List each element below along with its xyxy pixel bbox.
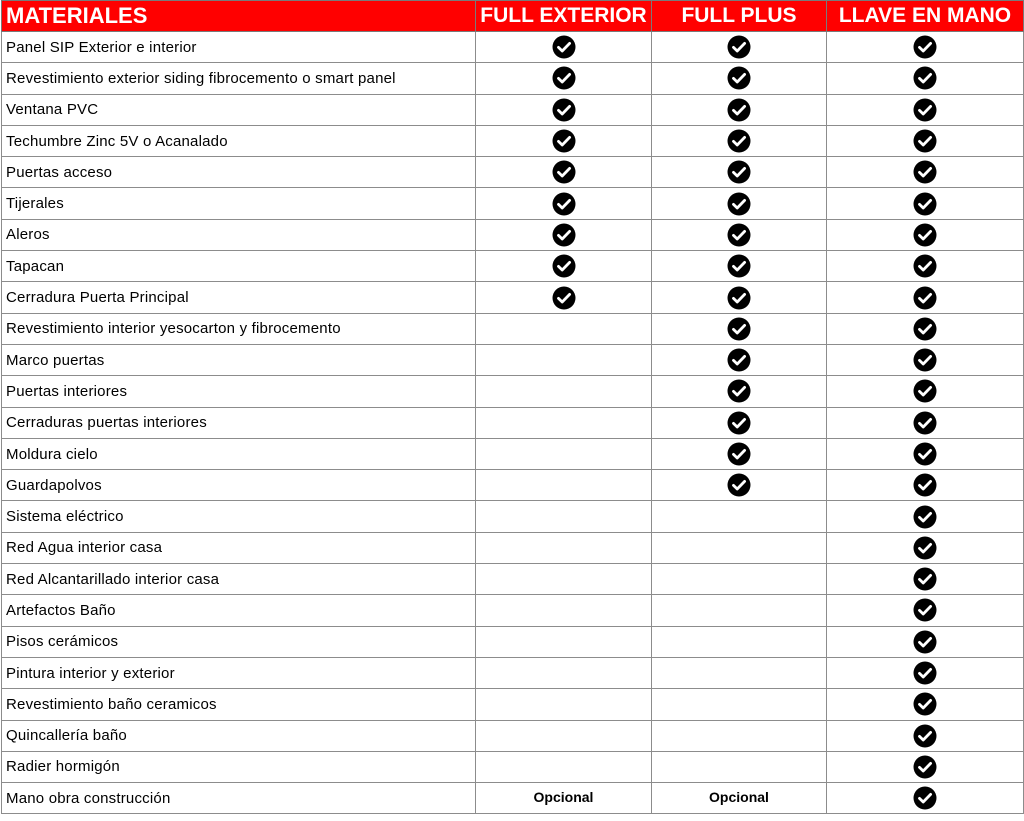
table-row xyxy=(2,438,1024,469)
material-name: Red Alcantarillado interior casa xyxy=(2,564,476,595)
table-row xyxy=(2,219,1024,250)
cell-llave-en-mano xyxy=(827,501,1024,532)
cell-llave-en-mano xyxy=(827,564,1024,595)
cell-full-exterior xyxy=(476,344,652,375)
check-circle-icon xyxy=(913,598,937,622)
check-circle-icon xyxy=(913,98,937,122)
cell-full-exterior xyxy=(476,595,652,626)
check-circle-icon xyxy=(727,160,751,184)
check-circle-icon xyxy=(913,630,937,654)
cell-llave-en-mano xyxy=(827,376,1024,407)
cell-llave-en-mano xyxy=(827,188,1024,219)
cell-full-plus xyxy=(652,407,827,438)
cell-full-plus xyxy=(652,125,827,156)
table-row xyxy=(2,344,1024,375)
header-full-exterior: FULL EXTERIOR xyxy=(476,1,652,32)
cell-llave-en-mano xyxy=(827,63,1024,94)
cell-full-exterior xyxy=(476,313,652,344)
check-circle-icon xyxy=(727,98,751,122)
check-circle-icon xyxy=(727,35,751,59)
cell-full-plus xyxy=(652,282,827,313)
cell-full-exterior xyxy=(476,282,652,313)
cell-full-plus xyxy=(652,689,827,720)
check-circle-icon xyxy=(913,129,937,153)
cell-llave-en-mano xyxy=(827,157,1024,188)
check-circle-icon xyxy=(727,442,751,466)
material-name: Artefactos Baño xyxy=(2,595,476,626)
cell-full-plus xyxy=(652,564,827,595)
header-full-plus: FULL PLUS xyxy=(652,1,827,32)
cell-full-plus xyxy=(652,251,827,282)
cell-llave-en-mano xyxy=(827,438,1024,469)
table-row xyxy=(2,626,1024,657)
material-name: Revestimiento interior yesocarton y fibrocemento xyxy=(2,313,476,344)
cell-full-exterior xyxy=(476,532,652,563)
cell-full-exterior xyxy=(476,689,652,720)
cell-full-plus xyxy=(652,63,827,94)
check-circle-icon xyxy=(552,286,576,310)
cell-full-plus xyxy=(652,438,827,469)
header-materiales: MATERIALES xyxy=(2,1,476,32)
optional-label: Opcional xyxy=(709,789,769,806)
check-circle-icon xyxy=(913,786,937,810)
cell-full-exterior xyxy=(476,720,652,751)
cell-llave-en-mano xyxy=(827,344,1024,375)
check-circle-icon xyxy=(913,223,937,247)
material-name: Red Agua interior casa xyxy=(2,532,476,563)
cell-llave-en-mano xyxy=(827,470,1024,501)
check-circle-icon xyxy=(727,411,751,435)
cell-full-plus xyxy=(652,94,827,125)
cell-full-exterior xyxy=(476,251,652,282)
cell-full-exterior xyxy=(476,125,652,156)
cell-full-plus xyxy=(652,595,827,626)
check-circle-icon xyxy=(727,348,751,372)
check-circle-icon xyxy=(727,379,751,403)
check-circle-icon xyxy=(913,317,937,341)
cell-full-exterior xyxy=(476,219,652,250)
table-row xyxy=(2,63,1024,94)
table-row xyxy=(2,125,1024,156)
check-circle-icon xyxy=(552,192,576,216)
table-row xyxy=(2,251,1024,282)
cell-llave-en-mano xyxy=(827,720,1024,751)
cell-full-exterior xyxy=(476,376,652,407)
cell-full-plus xyxy=(652,188,827,219)
table-row xyxy=(2,564,1024,595)
check-circle-icon xyxy=(913,505,937,529)
material-name: Puertas interiores xyxy=(2,376,476,407)
table-row xyxy=(2,32,1024,63)
check-circle-icon xyxy=(913,692,937,716)
check-circle-icon xyxy=(913,536,937,560)
check-circle-icon xyxy=(727,66,751,90)
table-row xyxy=(2,783,1024,814)
cell-full-plus xyxy=(652,783,827,814)
header-row xyxy=(2,1,1024,32)
cell-full-exterior xyxy=(476,470,652,501)
table-row xyxy=(2,720,1024,751)
table-row xyxy=(2,376,1024,407)
material-name: Cerradura Puerta Principal xyxy=(2,282,476,313)
material-name: Pintura interior y exterior xyxy=(2,657,476,688)
table-row xyxy=(2,470,1024,501)
material-name: Mano obra construcción xyxy=(2,783,476,814)
check-circle-icon xyxy=(913,567,937,591)
cell-llave-en-mano xyxy=(827,657,1024,688)
check-circle-icon xyxy=(913,348,937,372)
cell-llave-en-mano xyxy=(827,313,1024,344)
check-circle-icon xyxy=(727,192,751,216)
cell-llave-en-mano xyxy=(827,626,1024,657)
material-name: Revestimiento baño ceramicos xyxy=(2,689,476,720)
cell-full-exterior xyxy=(476,564,652,595)
cell-full-exterior xyxy=(476,63,652,94)
check-circle-icon xyxy=(552,98,576,122)
material-name: Quincallería baño xyxy=(2,720,476,751)
cell-full-plus xyxy=(652,751,827,782)
check-circle-icon xyxy=(913,160,937,184)
table-row xyxy=(2,94,1024,125)
cell-llave-en-mano xyxy=(827,125,1024,156)
cell-full-plus xyxy=(652,501,827,532)
header-llave-en-mano: LLAVE EN MANO xyxy=(827,1,1024,32)
cell-llave-en-mano xyxy=(827,219,1024,250)
check-circle-icon xyxy=(913,755,937,779)
material-name: Panel SIP Exterior e interior xyxy=(2,32,476,63)
table-row xyxy=(2,689,1024,720)
cell-llave-en-mano xyxy=(827,751,1024,782)
material-name: Sistema eléctrico xyxy=(2,501,476,532)
check-circle-icon xyxy=(913,379,937,403)
cell-full-exterior xyxy=(476,626,652,657)
cell-full-exterior xyxy=(476,32,652,63)
check-circle-icon xyxy=(727,317,751,341)
table-row xyxy=(2,595,1024,626)
check-circle-icon xyxy=(913,442,937,466)
cell-full-exterior xyxy=(476,438,652,469)
material-name: Ventana PVC xyxy=(2,94,476,125)
material-name: Radier hormigón xyxy=(2,751,476,782)
material-name: Tapacan xyxy=(2,251,476,282)
cell-full-plus xyxy=(652,532,827,563)
cell-full-exterior xyxy=(476,657,652,688)
check-circle-icon xyxy=(552,66,576,90)
material-name: Pisos cerámicos xyxy=(2,626,476,657)
check-circle-icon xyxy=(913,473,937,497)
check-circle-icon xyxy=(913,254,937,278)
cell-full-exterior xyxy=(476,751,652,782)
table-row xyxy=(2,188,1024,219)
check-circle-icon xyxy=(913,66,937,90)
cell-llave-en-mano xyxy=(827,532,1024,563)
cell-llave-en-mano xyxy=(827,251,1024,282)
check-circle-icon xyxy=(727,129,751,153)
material-name: Marco puertas xyxy=(2,344,476,375)
cell-full-plus xyxy=(652,657,827,688)
check-circle-icon xyxy=(552,129,576,153)
cell-full-plus xyxy=(652,720,827,751)
material-name: Revestimiento exterior siding fibrocemento o smart panel xyxy=(2,63,476,94)
cell-llave-en-mano xyxy=(827,32,1024,63)
cell-full-plus xyxy=(652,626,827,657)
check-circle-icon xyxy=(552,35,576,59)
cell-llave-en-mano xyxy=(827,595,1024,626)
cell-full-exterior xyxy=(476,94,652,125)
cell-full-plus xyxy=(652,470,827,501)
cell-llave-en-mano xyxy=(827,783,1024,814)
cell-full-exterior xyxy=(476,188,652,219)
check-circle-icon xyxy=(913,411,937,435)
check-circle-icon xyxy=(913,286,937,310)
material-name: Tijerales xyxy=(2,188,476,219)
check-circle-icon xyxy=(727,254,751,278)
cell-llave-en-mano xyxy=(827,689,1024,720)
optional-label: Opcional xyxy=(533,789,594,806)
cell-full-plus xyxy=(652,32,827,63)
cell-llave-en-mano xyxy=(827,94,1024,125)
cell-full-exterior xyxy=(476,501,652,532)
cell-full-exterior xyxy=(476,783,652,814)
cell-full-plus xyxy=(652,313,827,344)
check-circle-icon xyxy=(913,35,937,59)
materials-comparison-table xyxy=(1,0,1024,814)
cell-llave-en-mano xyxy=(827,407,1024,438)
table-row xyxy=(2,282,1024,313)
check-circle-icon xyxy=(913,661,937,685)
material-name: Techumbre Zinc 5V o Acanalado xyxy=(2,125,476,156)
table-row xyxy=(2,501,1024,532)
material-name: Moldura cielo xyxy=(2,438,476,469)
material-name: Puertas acceso xyxy=(2,157,476,188)
check-circle-icon xyxy=(727,286,751,310)
cell-full-plus xyxy=(652,376,827,407)
material-name: Cerraduras puertas interiores xyxy=(2,407,476,438)
check-circle-icon xyxy=(727,223,751,247)
cell-full-plus xyxy=(652,219,827,250)
material-name: Aleros xyxy=(2,219,476,250)
check-circle-icon xyxy=(913,192,937,216)
table-row xyxy=(2,532,1024,563)
check-circle-icon xyxy=(552,160,576,184)
table-row xyxy=(2,657,1024,688)
table-row xyxy=(2,313,1024,344)
check-circle-icon xyxy=(727,473,751,497)
table-row xyxy=(2,751,1024,782)
cell-full-plus xyxy=(652,157,827,188)
material-name: Guardapolvos xyxy=(2,470,476,501)
check-circle-icon xyxy=(913,724,937,748)
cell-full-exterior xyxy=(476,407,652,438)
check-circle-icon xyxy=(552,223,576,247)
table-row xyxy=(2,407,1024,438)
cell-llave-en-mano xyxy=(827,282,1024,313)
cell-full-exterior xyxy=(476,157,652,188)
check-circle-icon xyxy=(552,254,576,278)
table-row xyxy=(2,157,1024,188)
cell-full-plus xyxy=(652,344,827,375)
